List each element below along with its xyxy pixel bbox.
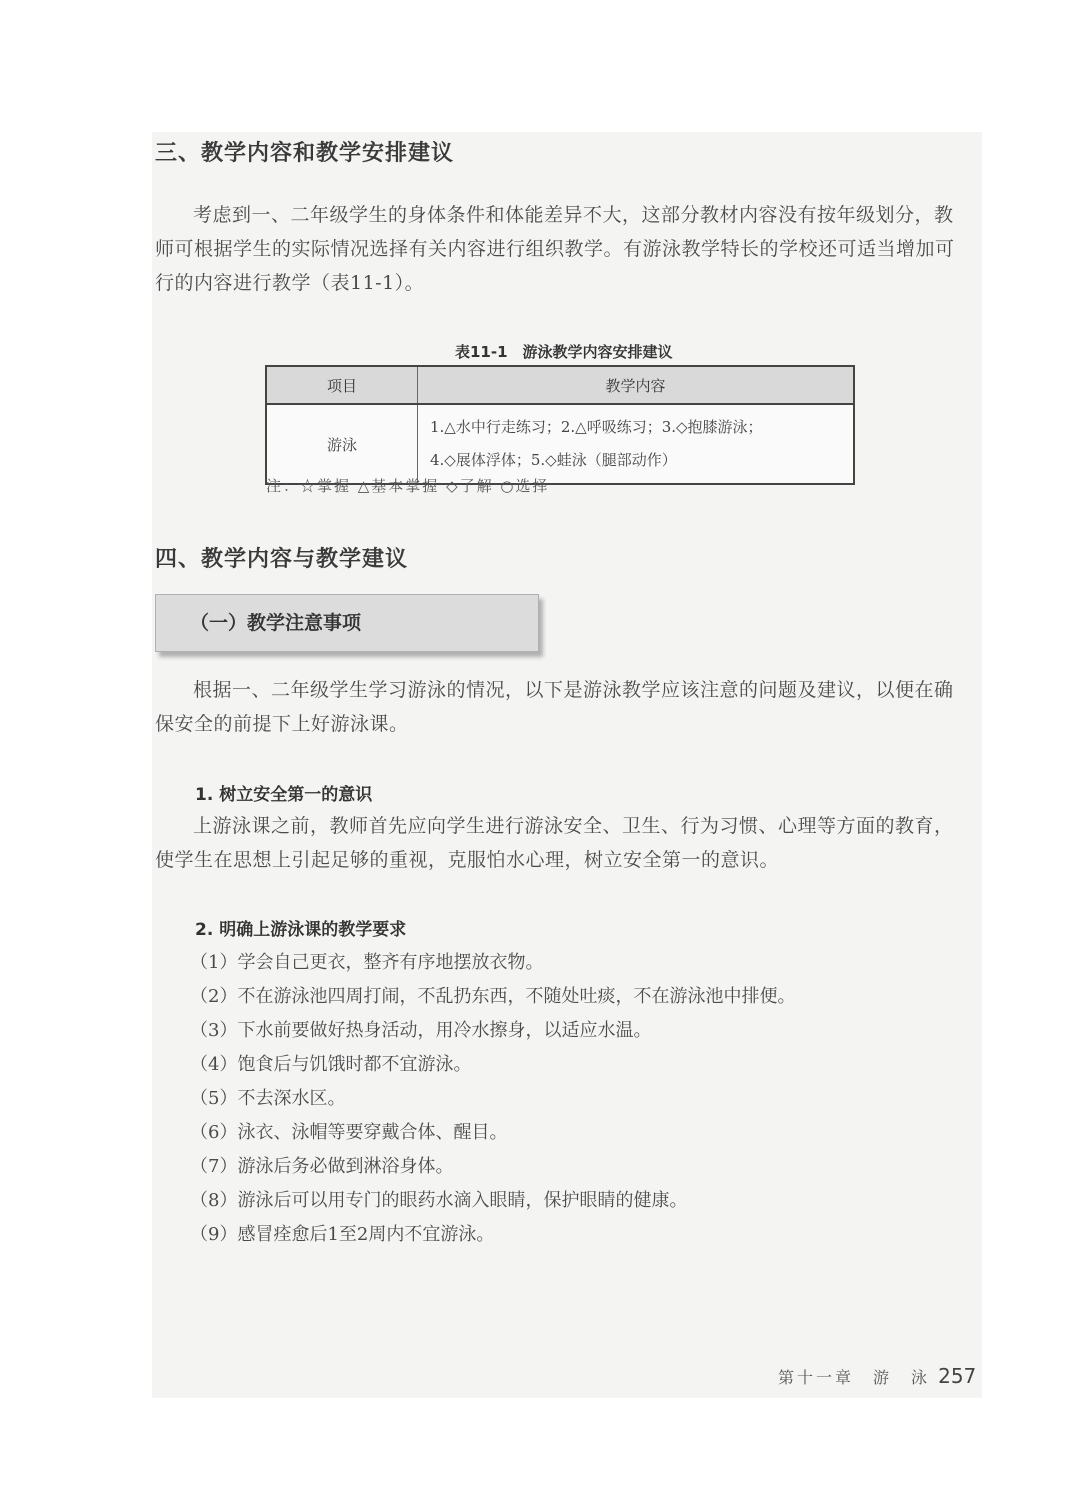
- list-item: （2）不在游泳池四周打闹，不乱扔东西，不随处吐痰，不在游泳池中排便。: [190, 986, 796, 1007]
- footer-chapter: 第十一章 游 泳: [778, 1368, 931, 1387]
- subheading-label: （一）教学注意事项: [190, 612, 362, 634]
- point2-title: 2. 明确上游泳课的教学要求: [195, 920, 407, 940]
- page-number: 257: [938, 1364, 977, 1388]
- table-header-item: 项目: [266, 366, 418, 404]
- table-caption: 表11-1 游泳教学内容安排建议: [455, 343, 673, 361]
- table-note: 注：☆掌握 △基本掌握 ◇了解 ○选择: [266, 477, 550, 495]
- point1-text: 上游泳课之前，教师首先应向学生进行游泳安全、卫生、行为习惯、心理等方面的教育，使学生在思想上引起足够的重视，克服怕水心理，树立安全第一的意识。: [155, 815, 954, 871]
- content-line-1: 1.△水中行走练习；2.△呼吸练习；3.◇抱膝游泳；: [430, 418, 763, 436]
- table-cell-content: [418, 404, 855, 484]
- list-item: （4）饱食后与饥饿时都不宜游泳。: [190, 1054, 472, 1075]
- subheading-box: [155, 594, 539, 652]
- section4-intro: 根据一、二年级学生学习游泳的情况，以下是游泳教学应该注意的问题及建议，以便在确保安全的前提下上好游泳课。: [155, 679, 954, 735]
- section4-heading: 四、教学内容与教学建议: [155, 547, 409, 572]
- page-footer: [778, 1364, 976, 1388]
- list-item: （8）游泳后可以用专门的眼药水滴入眼睛，保护眼睛的健康。: [190, 1190, 688, 1211]
- list-item: （7）游泳后务必做到淋浴身体。: [190, 1156, 454, 1177]
- list-item: （1）学会自己更衣，整齐有序地摆放衣物。: [190, 952, 544, 973]
- list-item: （3）下水前要做好热身活动，用冷水擦身，以适应水温。: [190, 1020, 652, 1041]
- table-row: [266, 404, 854, 484]
- content-table: [265, 365, 855, 485]
- list-item: （5）不去深水区。: [190, 1088, 346, 1109]
- section3-paragraph: 考虑到一、二年级学生的身体条件和体能差异不大，这部分教材内容没有按年级划分，教师可根据学生的实际情况选择有关内容进行组织教学。有游泳教学特长的学校还可适当增加可行的内容进行教学（表11-1）。: [155, 204, 955, 294]
- point1-title: 1. 树立安全第一的意识: [195, 785, 373, 805]
- table-header-row: [266, 366, 854, 404]
- list-item: （6）泳衣、泳帽等要穿戴合体、醒目。: [190, 1122, 508, 1143]
- content-line-2: 4.◇展体浮体；5.◇蛙泳（腿部动作）: [430, 451, 677, 469]
- table-header-content: 教学内容: [418, 366, 855, 404]
- table-cell-item: 游泳: [266, 404, 418, 484]
- list-item: （9）感冒痊愈后1至2周内不宜游泳。: [190, 1224, 495, 1245]
- section3-heading: 三、教学内容和教学安排建议: [155, 141, 455, 166]
